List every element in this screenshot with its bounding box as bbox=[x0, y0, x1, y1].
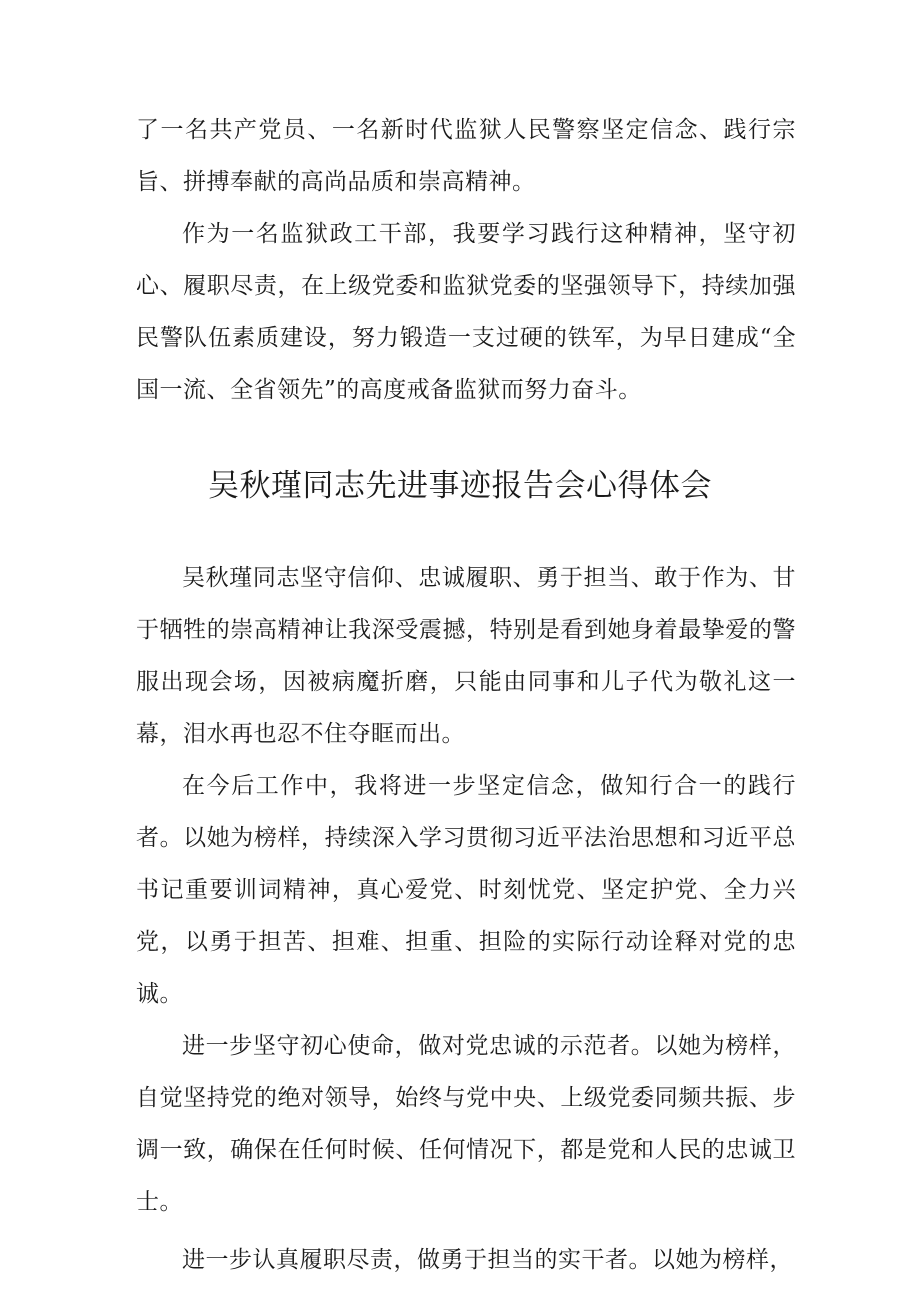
body-paragraph-3: 进一步坚守初心使命，做对党忠诚的示范者。以她为榜样，自觉坚持党的绝对领导，始终与党中央、上级党委同频共振、步调一致，确保在任何时候、任何情况下，都是党和人民的忠诚卫士。 bbox=[136, 1033, 796, 1215]
body-paragraph-2: 在今后工作中，我将进一步坚定信念，做知行合一的践行者。以她为榜样，持续深入学习贯彻习近平法治思想和习近平总书记重要训词精神，真心爱党、时刻忧党、坚定护党、全力兴党，以勇于担苦、担难、担重、担险的实际行动诠释对党的忠诚。 bbox=[136, 773, 796, 1007]
paragraph-intro: 作为一名监狱政工干部，我要学习践行这种精神，坚守初心、履职尽责，在上级党委和监狱党委的坚强领导下，持续加强民警队伍素质建设，努力锻造一支过硬的铁军，为早日建成“全国一流、全省领先”的高度戒备监狱而努力奋斗。 bbox=[136, 221, 796, 403]
continued-paragraph: 了一名共产党员、一名新时代监狱人民警察坚定信念、践行宗旨、拼搏奉献的高尚品质和崇高精神。 bbox=[136, 117, 796, 195]
text-block-body bbox=[136, 552, 796, 1286]
document-title: 吴秋瑾同志先进事迹报告会心得体会 bbox=[208, 468, 712, 504]
text-block-top bbox=[136, 104, 796, 416]
body-paragraph-1: 吴秋瑾同志坚守信仰、忠诚履职、勇于担当、敢于作为、甘于牺牲的崇高精神让我深受震撼，特别是看到她身着最挚爱的警服出现会场，因被病魔折磨，只能由同事和儿子代为敬礼这一幕，泪水再也忍不住夺眶而出。 bbox=[136, 565, 796, 747]
body-paragraph-4: 进一步认真履职尽责，做勇于担当的实干者。以她为榜样， bbox=[182, 1247, 793, 1273]
